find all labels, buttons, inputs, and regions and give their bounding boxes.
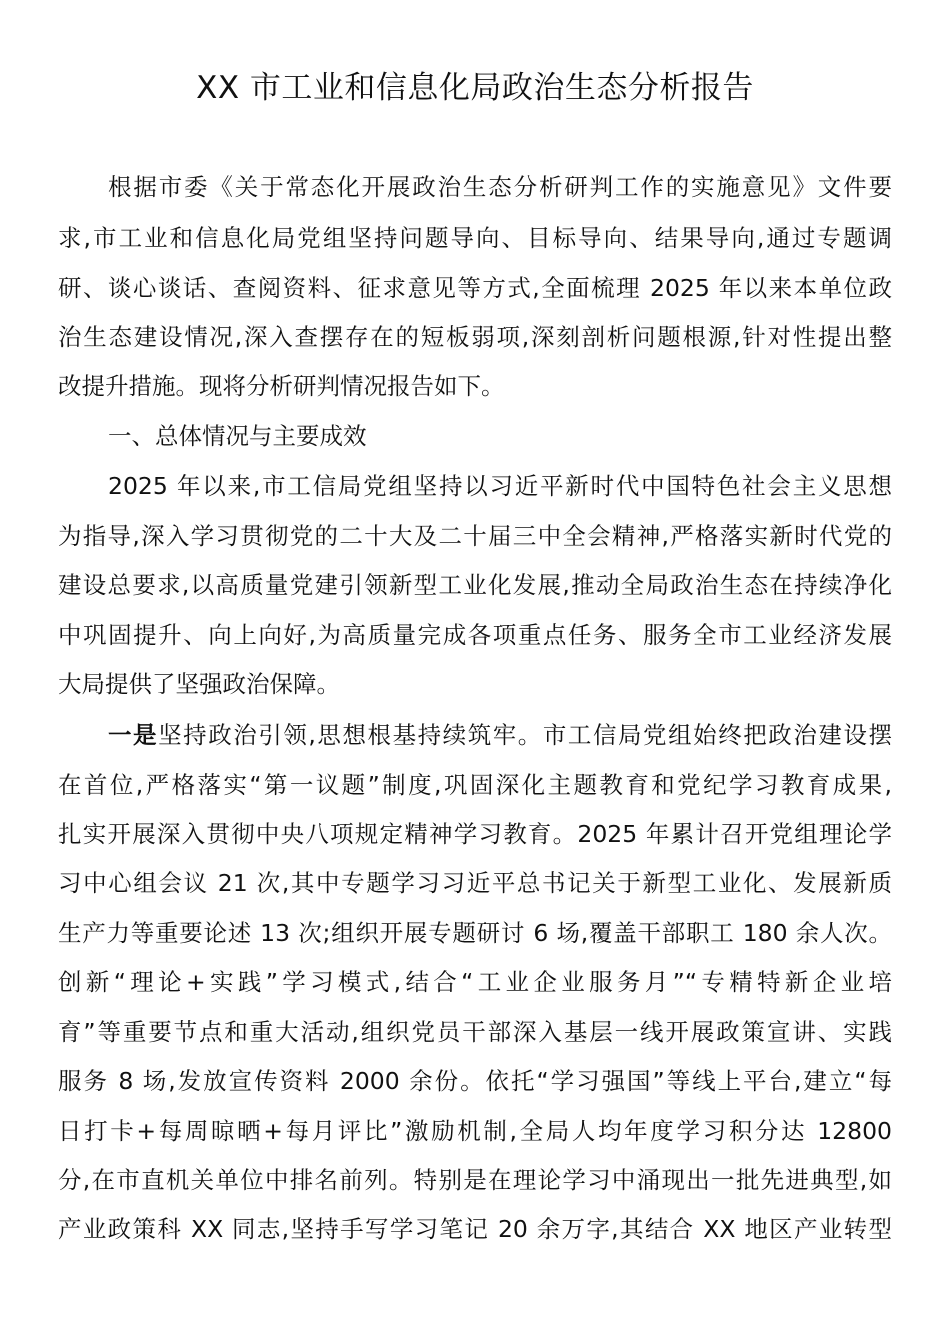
- paragraph-line: 分,在市直机关单位中排名前列。特别是在理论学习中涌现出一批先进典型,如: [58, 1166, 892, 1194]
- paragraph-line: 为指导,深入学习贯彻党的二十大及二十届三中全会精神,严格落实新时代党的: [58, 522, 892, 550]
- paragraph-line: 日打卡+每周晾晒+每月评比”激励机制,全局人均年度学习积分达 12800: [58, 1117, 892, 1145]
- paragraph-line: 创新“理论+实践”学习模式,结合“工业企业服务月”“专精特新企业培: [58, 968, 892, 996]
- document-title: XX 市工业和信息化局政治生态分析报告: [196, 70, 754, 106]
- paragraph-line: 习中心组会议 21 次,其中专题学习习近平总书记关于新型工业化、发展新质: [58, 869, 892, 897]
- paragraph-line: 在首位,严格落实“第一议题”制度,巩固深化主题教育和党纪学习教育成果,: [58, 771, 892, 799]
- paragraph-line: 求,市工业和信息化局党组坚持问题导向、目标导向、结果导向,通过专题调: [58, 224, 892, 252]
- paragraph-line: 中巩固提升、向上向好,为高质量完成各项重点任务、服务全市工业经济发展: [58, 621, 892, 649]
- paragraph-line: 研、谈心谈话、查阅资料、征求意见等方式,全面梳理 2025 年以来本单位政: [58, 274, 892, 302]
- paragraph-line: 服务 8 场,发放宣传资料 2000 余份。依托“学习强国”等线上平台,建立“每: [58, 1067, 892, 1095]
- section-heading: 一、总体情况与主要成效: [108, 422, 367, 450]
- paragraph-line-point-1: [108, 719, 892, 751]
- point-lead: 一是: [108, 721, 159, 749]
- paragraph-line: 产业政策科 XX 同志,坚持手写学习笔记 20 余万字,其结合 XX 地区产业转型: [58, 1215, 892, 1243]
- paragraph-line: 大局提供了坚强政治保障。: [58, 670, 340, 698]
- paragraph-line: 改提升措施。现将分析研判情况报告如下。: [58, 372, 505, 400]
- paragraph-line: 扎实开展深入贯彻中央八项规定精神学习教育。2025 年累计召开党组理论学: [58, 820, 892, 848]
- paragraph-line: 治生态建设情况,深入查摆存在的短板弱项,深刻剖析问题根源,针对性提出整: [58, 323, 892, 351]
- point-text: 坚持政治引领,思想根基持续筑牢。市工信局党组始终把政治建设摆: [158, 721, 892, 749]
- paragraph-line: 根据市委《关于常态化开展政治生态分析研判工作的实施意见》文件要: [108, 173, 892, 201]
- paragraph-line: 建设总要求,以高质量党建引领新型工业化发展,推动全局政治生态在持续净化: [58, 571, 892, 599]
- paragraph-line: 育”等重要节点和重大活动,组织党员干部深入基层一线开展政策宣讲、实践: [58, 1018, 892, 1046]
- paragraph-line: 生产力等重要论述 13 次;组织开展专题研讨 6 场,覆盖干部职工 180 余人次。: [58, 919, 892, 947]
- paragraph-line: 2025 年以来,市工信局党组坚持以习近平新时代中国特色社会主义思想: [108, 472, 892, 500]
